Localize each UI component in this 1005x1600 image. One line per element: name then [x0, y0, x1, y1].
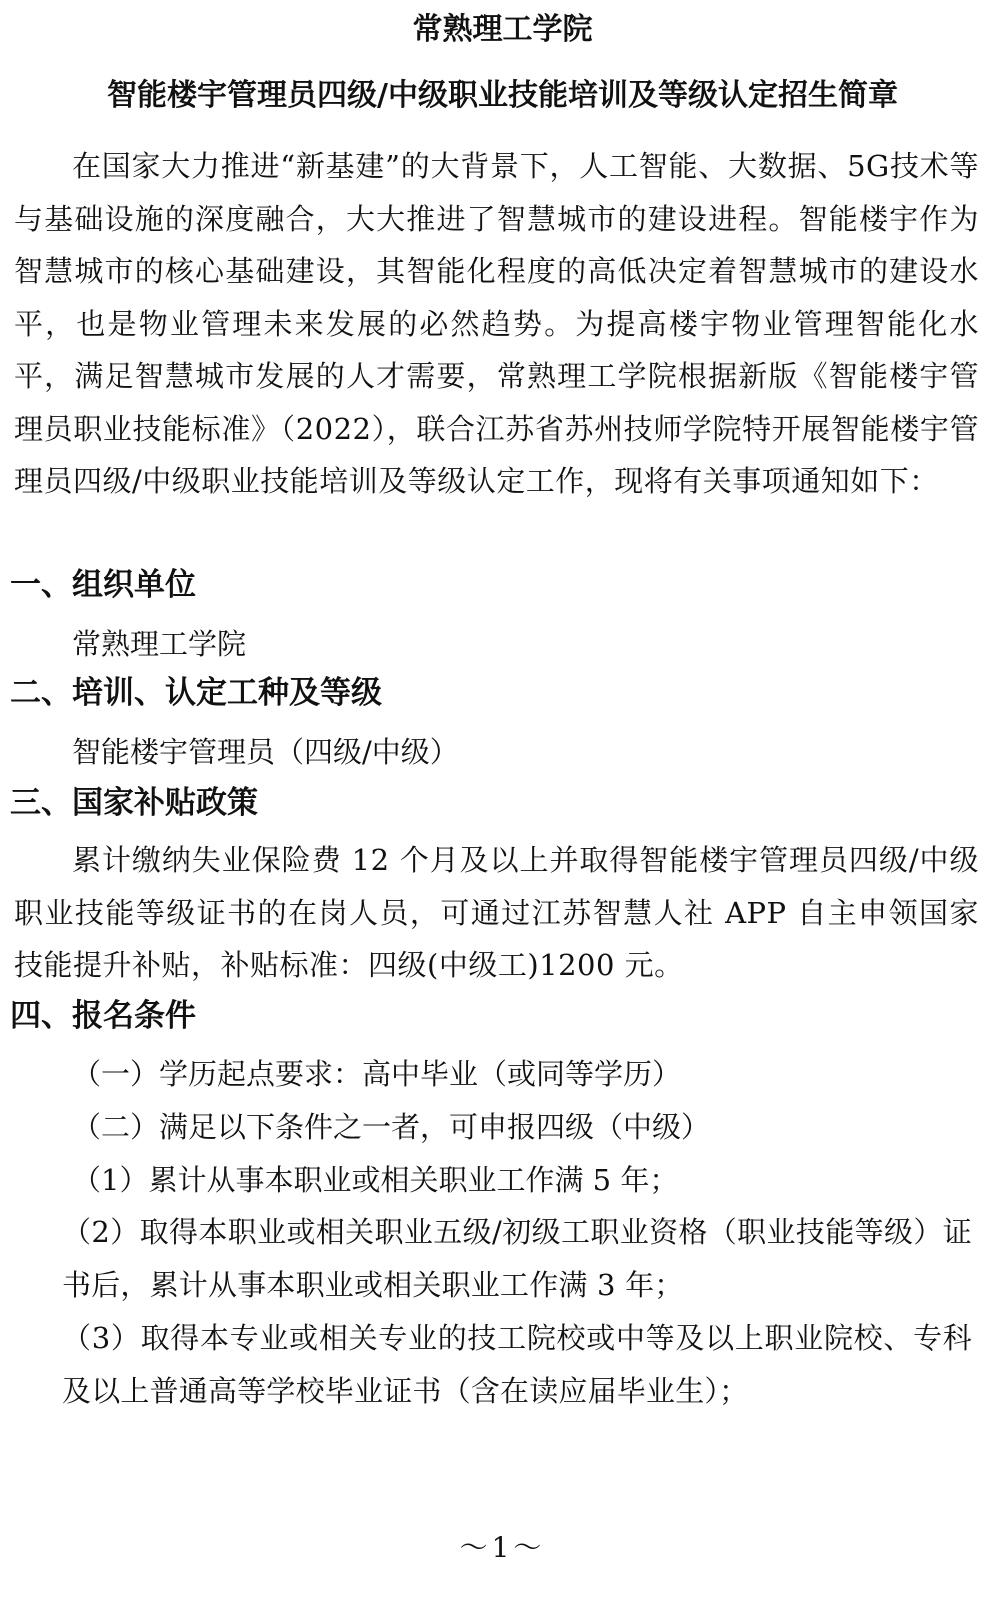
page-number: ～1～	[459, 1531, 546, 1564]
institution-title: 常熟理工学院	[412, 12, 593, 47]
organizer-text: 常熟理工学院	[72, 627, 247, 661]
subsidy-paragraph: 累计缴纳失业保险费 12 个月及以上并取得智能楼宇管理员四级/中级职业技能等级证书的在岗人员，可通过江苏智慧人社 APP 自主申领国家技能提升补贴，补贴标准：四级(中级工)1200 元。	[14, 843, 979, 982]
section-heading-trade-level: 二、培训、认定工种及等级	[10, 675, 382, 711]
requirement-item: （一）学历起点要求：高中毕业（或同等学历）	[72, 1057, 682, 1091]
intro-paragraph: 在国家大力推进“新基建”的大背景下，人工智能、大数据、5G技术等与基础设施的深度融合，大大推进了智慧城市的建设进程。智能楼宇作为智慧城市的核心基础建设，其智能化程度的高低决定着智慧城市的建设水平，也是物业管理未来发展的必然趋势。为提高楼宇物业管理智能化水平，满足智慧城市发展的人才需要，常熟理工学院根据新版《智能楼宇管理员职业技能标准》（2022），联合江苏省苏州技师学院特开展智能楼宇管理员四级/中级职业技能培训及等级认定工作，现将有关事项通知如下：	[14, 149, 979, 498]
requirement-item: （2）取得本职业或相关职业五级/初级工职业资格（职业技能等级）证书后，累计从事本职业或相关职业工作满 3 年；	[62, 1215, 972, 1302]
section-heading-subsidy: 三、国家补贴政策	[10, 785, 258, 821]
requirement-item: （3）取得本专业或相关专业的技工院校或中等及以上职业院校、专科及以上普通高等学校毕业证书（含在读应届毕业生）；	[62, 1321, 972, 1408]
document-title: 智能楼宇管理员四级/中级职业技能培训及等级认定招生简章	[107, 78, 898, 113]
requirement-item: （二）满足以下条件之一者，可申报四级（中级）	[72, 1110, 711, 1144]
trade-level-text: 智能楼宇管理员（四级/中级）	[72, 735, 459, 769]
section-heading-requirements: 四、报名条件	[10, 998, 196, 1034]
section-heading-organizer: 一、组织单位	[10, 567, 196, 603]
requirement-item: （1）累计从事本职业或相关职业工作满 5 年；	[72, 1163, 679, 1197]
